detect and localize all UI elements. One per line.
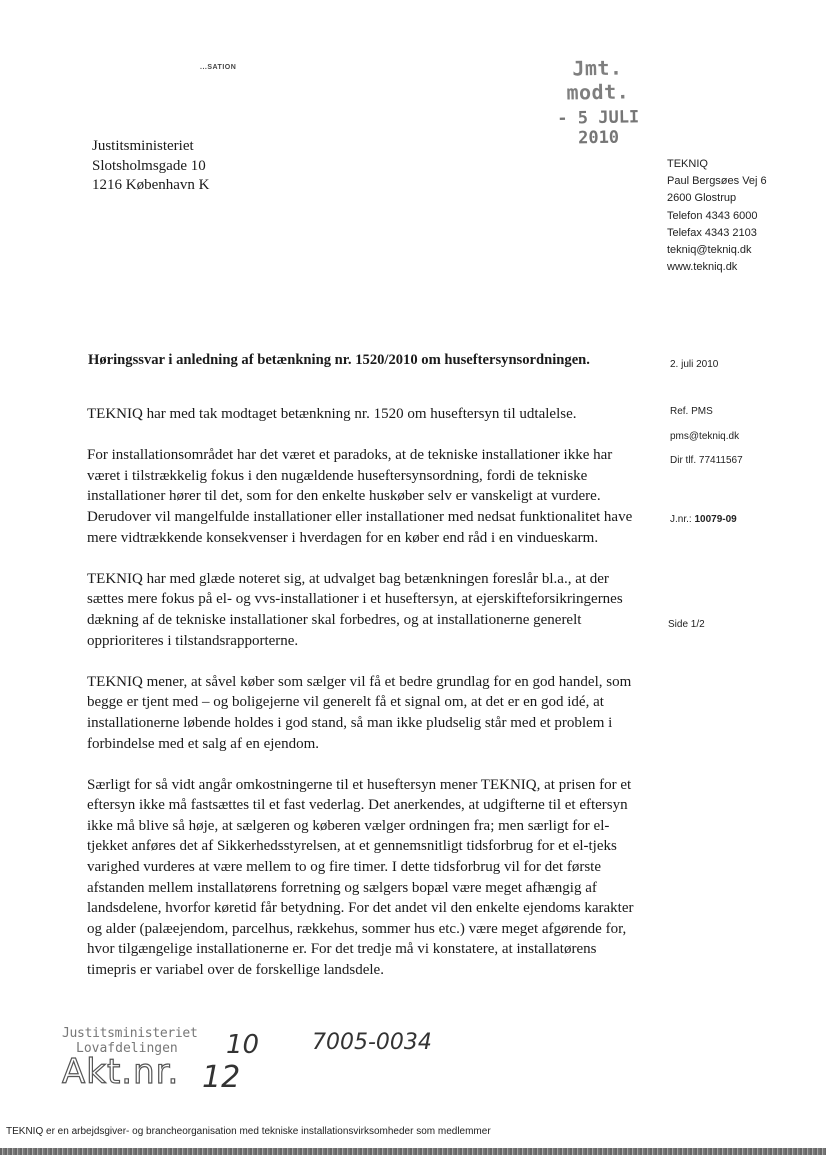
sender-phone: Telefon 4343 6000	[667, 209, 758, 222]
archive-stamp-ministry: Justitsministeriet	[62, 1026, 198, 1041]
paragraph-1: TEKNIQ har med tak modtaget betænkning nr. 1520 om huseftersyn til udtalelse.	[87, 406, 577, 422]
handwritten-akt-number: 12	[202, 1060, 241, 1095]
journal-number-value: 10079-09	[694, 514, 737, 525]
recipient-address	[92, 137, 209, 196]
archive-stamp-department: Lovafdelingen	[76, 1041, 178, 1056]
recipient-street: Slotsholmsgade 10	[92, 157, 206, 174]
letter-date: 2. juli 2010	[670, 359, 719, 370]
archive-stamp-akt-label: Akt.nr.	[62, 1052, 180, 1092]
received-stamp-label: Jmt. modt.	[566, 55, 630, 105]
paragraph-5: Særligt for så vidt angår omkostningerne til et huseftersyn mener TEKNIQ, at prisen for et eftersyn ikke må fastsættes til et fast vederlag. Det anerkendes, at udgifterne til et eftersyn ikke må blive så høje, at sælgeren og køberen vælger ordningen fra; men særligt for el-tjekket anføres det af Sikkerhedsstyrelsen, at et gennemsnitligt tidsforbrug for et el-tjeks varighed vurderes at være mellem to og fire timer. I dette tidsforbrug vil for det første afstanden mellem installatørens forretning og sælgers bopæl være meget afhængig af landsdelene, hvorfor køretid får betydning. For det andet vil den enkelte ejendoms karakter og alder (palæejendom, parcelhus, rækkehus, sommer hus etc.) være meget afgørende for, hvor tilgængelige installationerne er. For det tredje må vi konstatere, at installatørens timepris er variabel over de forskellige landsdele.	[87, 776, 634, 979]
recipient-city: 1216 København K	[92, 177, 210, 193]
sender-web: www.tekniq.dk	[667, 261, 738, 274]
sender-city: 2600 Glostrup	[667, 192, 737, 205]
footer-scan-bar	[0, 1148, 826, 1155]
logo-fragment: ...SATION	[200, 64, 237, 71]
footer-text: TEKNIQ er en arbejdsgiver- og brancheorganisation med tekniske installationsvirksomheder som medlemmer	[6, 1126, 491, 1137]
recipient-name: Justitsministeriet	[92, 138, 194, 154]
sender-fax: Telefax 4343 2103	[667, 226, 757, 239]
letter-body	[87, 404, 642, 1001]
sender-email: tekniq@tekniq.dk	[667, 244, 752, 257]
received-stamp-date: - 5 JULI 2010	[557, 107, 640, 149]
journal-number	[670, 514, 737, 525]
paragraph-4: TEKNIQ mener, at såvel køber som sælger vil få et bedre grundlag for en god handel, som begge er tjent med – og boligejerne vil generelt få et signal om, at det er en god idé, at installationerne løbende holdes i god stand, så man ikke pludselig står med et problem i forbindelse med et salg af en ejendom.	[87, 673, 632, 752]
archive-stamp	[62, 1026, 197, 1092]
journal-number-label: J.nr.:	[670, 514, 695, 525]
paragraph-2: For installationsområdet har det været et paradoks, at de tekniske installationer ikke har været i tilstrækkelig fokus i den nugældende huseftersynsordning, fordi de tekniske installationer hører til det, som for den enkelte huskøber selv er vanskeligt at vurdere. Derudover vil mangelfulde installationer eller installationer med nedsat funktionalitet have mere vidtrækkende konsekvenser i hverdagen for en køber end råd i en vindueskarm.	[87, 447, 633, 546]
received-stamp	[547, 55, 649, 149]
letter-subject: Høringssvar i anledning af betænkning nr. 1520/2010 om huseftersynsordningen.	[88, 352, 590, 368]
sender-name: TEKNIQ	[667, 158, 708, 170]
page-indicator: Side 1/2	[668, 619, 705, 630]
sender-address	[667, 156, 767, 276]
handwritten-case-number: 7005-0034	[312, 1030, 432, 1055]
reference: Ref. PMS	[670, 406, 713, 417]
handwritten-case-prefix: 10	[226, 1030, 260, 1060]
direct-phone: Dir tlf. 77411567	[670, 455, 743, 466]
paragraph-3: TEKNIQ har med glæde noteret sig, at udvalget bag betænkningen foreslår bl.a., at der sættes mere fokus på el- og vvs-installationer i et huseftersyn, at ejerskifteforsikringernes dækning af de tekniske installationer skal forbedres, og at installationerne generelt opprioriteres i tilstandsrapporterne.	[87, 570, 623, 649]
sender-street: Paul Bergsøes Vej 6	[667, 175, 767, 188]
reference-email: pms@tekniq.dk	[670, 431, 740, 442]
